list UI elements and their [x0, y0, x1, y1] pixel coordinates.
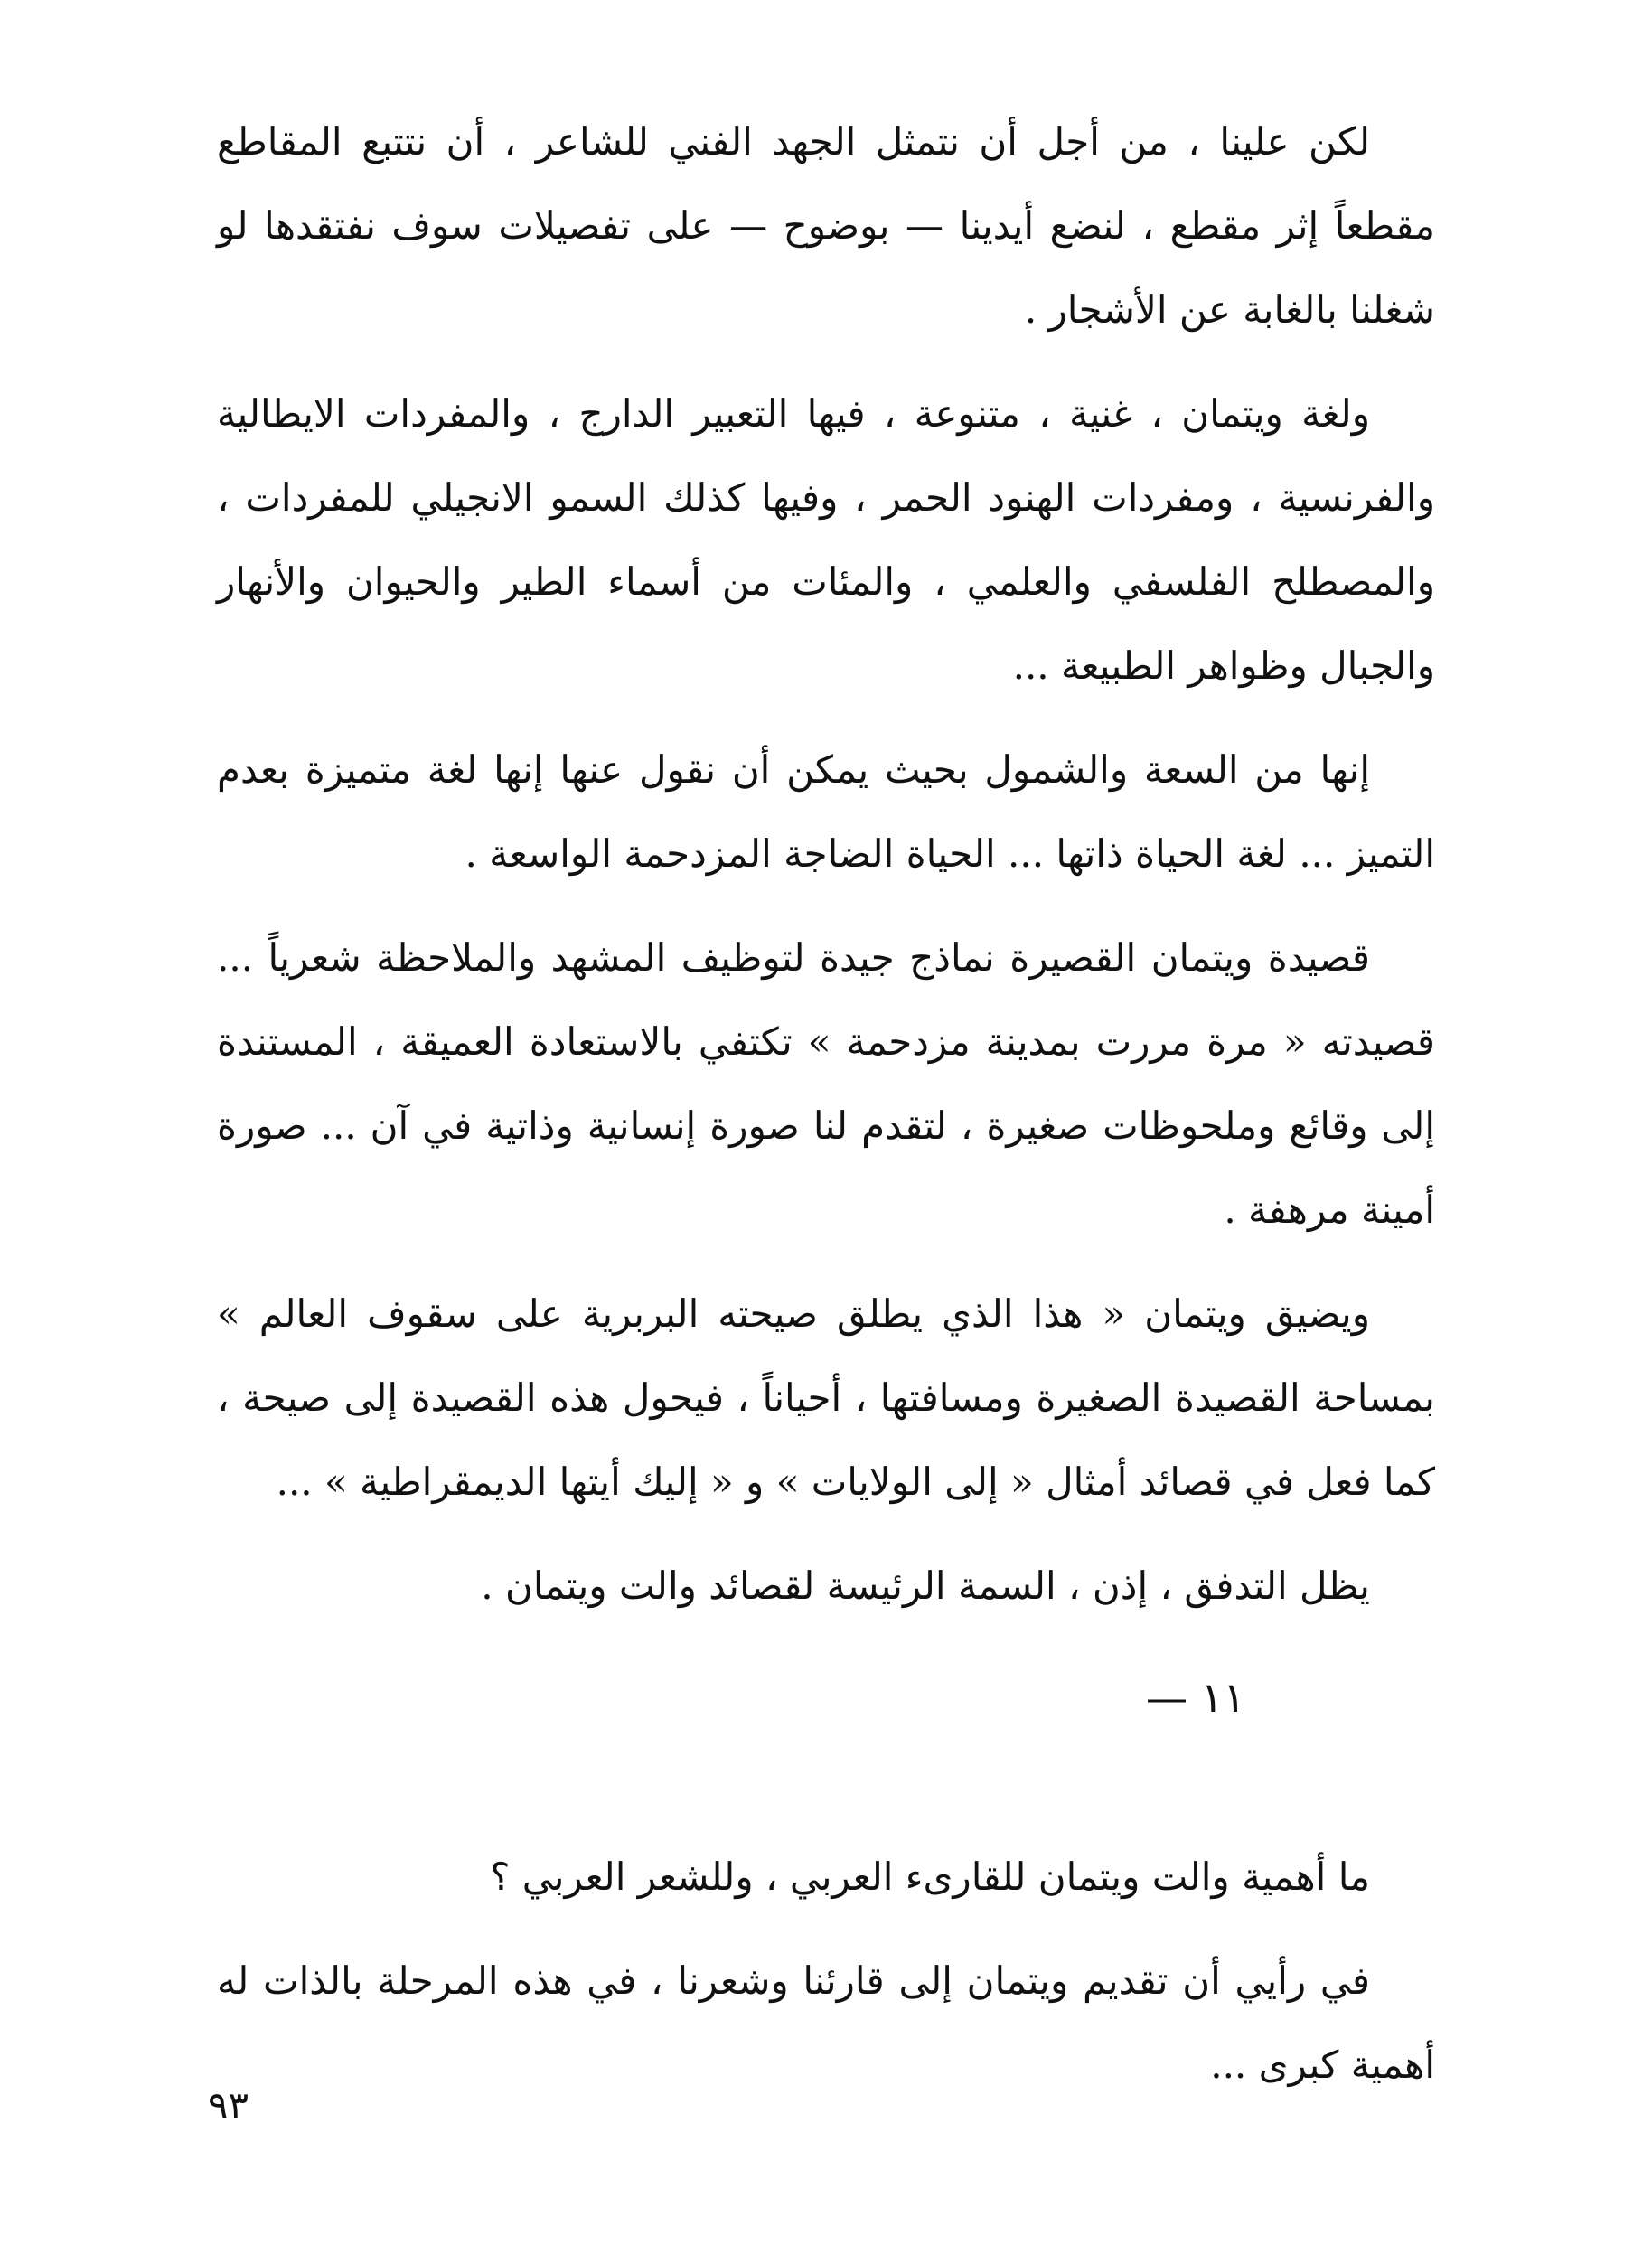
paragraph: يظل التدفق ، إذن ، السمة الرئيسة لقصائد والت ويتمان . [481, 1564, 1370, 1608]
page-number: ٩٣ [208, 2083, 249, 2128]
section-number: ١١ — [1145, 1673, 1245, 1722]
paragraph: ما أهمية والت ويتمان للقارىء العربي ، وللشعر العربي ؟ [490, 1855, 1370, 1899]
main-text [217, 99, 1435, 1648]
section-text [217, 1835, 1435, 2127]
paragraph: إنها من السعة والشمول بحيث يمكن أن نقول عنها إنها لغة متميزة بعدم التميز ... لغة الحياة ذاتها ... الحياة الضاجة المزدحمة الواسعة . [217, 747, 1435, 876]
paragraph: قصيدة ويتمان القصيرة نماذج جيدة لتوظيف المشهد والملاحظة شعرياً ... قصيدته « مرة مررت بمدينة مزدحمة » تكتفي بالاستعادة العميقة ، المستندة إلى وقائع وملحوظات صغيرة ، لتقدم لنا صورة إنسانية وذاتية في آن ... صورة أمينة مرهفة . [217, 935, 1435, 1232]
paragraph: لكن علينا ، من أجل أن نتمثل الجهد الفني للشاعر ، أن نتتبع المقاطع مقطعاً إثر مقطع ، لنضع أيدينا — بوضوح — على تفصيلات سوف نفتقدها لو شغلنا بالغابة عن الأشجار . [217, 119, 1435, 332]
paragraph: ولغة ويتمان ، غنية ، متنوعة ، فيها التعبير الدارج ، والمفردات الايطالية والفرنسية ، ومفردات الهنود الحمر ، وفيها كذلك السمو الانجيلي للمفردات ، والمصطلح الفلسفي والعلمي ، والمئات من أسماء الطير والحيوان والأنهار والجبال وظواهر الطبيعة ... [217, 391, 1435, 688]
paragraph: في رأيي أن تقديم ويتمان إلى قارئنا وشعرنا ، في هذه المرحلة بالذات له أهمية كبرى ... [217, 1959, 1435, 2087]
paragraph: ويضيق ويتمان « هذا الذي يطلق صيحته البربرية على سقوف العالم » بمساحة القصيدة الصغيرة ومسافتها ، أحياناً ، فيحول هذه القصيدة إلى صيحة ، كما فعل في قصائد أمثال « إلى الولايات » و « إليك أيتها الديمقراطية » ... [217, 1292, 1435, 1504]
